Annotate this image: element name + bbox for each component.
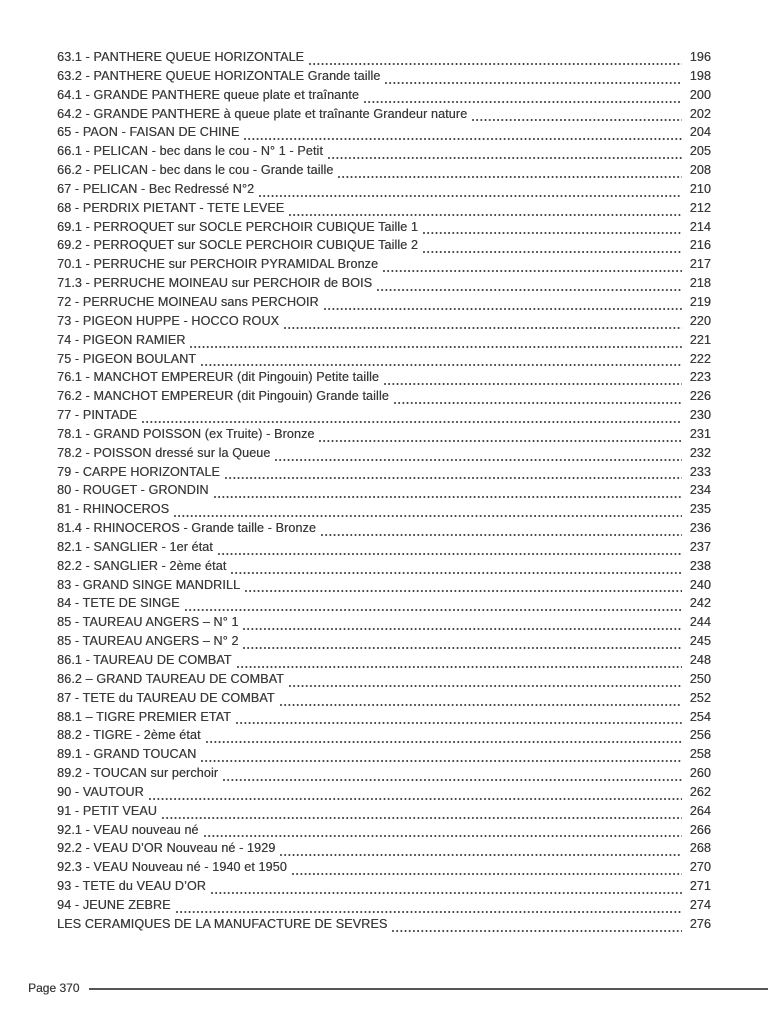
toc-entry-title: 65 - PAON - FAISAN DE CHINE bbox=[57, 125, 240, 140]
toc-entry-page-number: 221 bbox=[689, 332, 711, 347]
toc-leader-dots bbox=[394, 402, 682, 404]
toc-entry-title: 84 - TETE DE SINGE bbox=[57, 596, 180, 611]
toc-entry bbox=[57, 728, 711, 747]
toc-entry-page-number: 256 bbox=[689, 728, 711, 743]
toc-entry-title: 92.1 - VEAU nouveau né bbox=[57, 822, 199, 837]
toc-leader-dots bbox=[206, 741, 682, 743]
toc-leader-dots bbox=[231, 572, 682, 574]
toc-entry bbox=[57, 182, 711, 201]
toc-entry-title: 88.1 – TIGRE PREMIER ETAT bbox=[57, 709, 231, 724]
toc-entry-title: 82.2 - SANGLIER - 2ème état bbox=[57, 558, 227, 573]
toc-entry-title: 93 - TETE du VEAU D’OR bbox=[57, 879, 206, 894]
toc-entry bbox=[57, 125, 711, 144]
toc-entry bbox=[57, 389, 711, 408]
toc-leader-dots bbox=[176, 911, 682, 913]
page-footer bbox=[28, 981, 768, 995]
toc-leader-dots bbox=[324, 308, 682, 310]
toc-entry-title: 86.2 – GRAND TAUREAU DE COMBAT bbox=[57, 671, 284, 686]
toc-entry-page-number: 260 bbox=[689, 766, 711, 781]
toc-entry-title: 63.1 - PANTHERE QUEUE HORIZONTALE bbox=[57, 50, 305, 64]
toc-entry-page-number: 208 bbox=[689, 163, 711, 178]
toc-entry-title: 71.3 - PERRUCHE MOINEAU sur PERCHOIR de BOIS bbox=[57, 276, 373, 291]
toc-leader-dots bbox=[423, 251, 682, 253]
toc-leader-dots bbox=[275, 459, 682, 461]
toc-leader-dots bbox=[243, 647, 682, 649]
toc-entry-page-number: 231 bbox=[689, 426, 711, 441]
toc-leader-dots bbox=[289, 214, 682, 216]
toc-entry-page-number: 232 bbox=[689, 445, 711, 460]
toc-entry bbox=[57, 201, 711, 220]
toc-entry bbox=[57, 578, 711, 597]
toc-entry bbox=[57, 502, 711, 521]
toc-entry-title: 81.4 - RHINOCEROS - Grande taille - Bronze bbox=[57, 521, 316, 536]
toc-entry-page-number: 233 bbox=[689, 464, 711, 479]
toc-leader-dots bbox=[245, 590, 682, 592]
toc-entry-title: 89.2 - TOUCAN sur perchoir bbox=[57, 766, 219, 781]
toc-entry bbox=[57, 785, 711, 804]
toc-entry bbox=[57, 747, 711, 766]
toc-entry-title: 69.2 - PERROQUET sur SOCLE PERCHOIR CUBIQUE Taille 2 bbox=[57, 238, 418, 253]
toc-entry-title: 77 - PINTADE bbox=[57, 408, 138, 423]
toc-leader-dots bbox=[423, 232, 682, 234]
toc-leader-dots bbox=[142, 421, 682, 423]
toc-entry bbox=[57, 710, 711, 729]
toc-entry-page-number: 218 bbox=[689, 276, 711, 291]
toc-entry-title: 66.2 - PELICAN - bec dans le cou - Grande taille bbox=[57, 163, 334, 178]
toc-entry-title: 82.1 - SANGLIER - 1er état bbox=[57, 539, 213, 554]
toc-entry bbox=[57, 841, 711, 860]
toc-entry-title: 83 - GRAND SINGE MANDRILL bbox=[57, 577, 241, 592]
toc-entry-page-number: 204 bbox=[689, 125, 711, 140]
toc-entry bbox=[57, 691, 711, 710]
toc-leader-dots bbox=[237, 666, 682, 668]
toc-entry-title: 89.1 - GRAND TOUCAN bbox=[57, 747, 197, 762]
toc-entry-title: 90 - VAUTOUR bbox=[57, 784, 144, 799]
toc-leader-dots bbox=[204, 835, 682, 837]
toc-entry-page-number: 276 bbox=[689, 916, 711, 931]
toc-entry bbox=[57, 540, 711, 559]
toc-entry-page-number: 230 bbox=[689, 408, 711, 423]
toc-leader-dots bbox=[236, 722, 682, 724]
toc-entry-page-number: 200 bbox=[689, 87, 711, 102]
toc-entry-page-number: 216 bbox=[689, 238, 711, 253]
toc-entry-title: 70.1 - PERRUCHE sur PERCHOIR PYRAMIDAL Bronze bbox=[57, 257, 379, 272]
toc-entry-page-number: 235 bbox=[689, 502, 711, 517]
toc-leader-dots bbox=[321, 534, 682, 536]
toc-entry-title: 63.2 - PANTHERE QUEUE HORIZONTALE Grande taille bbox=[57, 68, 381, 83]
toc-entry-title: 78.1 - GRAND POISSON (ex Truite) - Bronze bbox=[57, 426, 315, 441]
toc-entry-page-number: 217 bbox=[689, 257, 711, 272]
toc-entry-page-number: 266 bbox=[689, 822, 711, 837]
toc-entry bbox=[57, 823, 711, 842]
toc-entry bbox=[57, 257, 711, 276]
toc-entry bbox=[57, 465, 711, 484]
toc-entry-title: 81 - RHINOCEROS bbox=[57, 502, 170, 517]
toc-entry bbox=[57, 596, 711, 615]
page-number-label: Page 370 bbox=[28, 981, 80, 995]
toc-entry bbox=[57, 144, 711, 163]
toc-entry-title: 76.1 - MANCHOT EMPEREUR (dit Pingouin) Petite taille bbox=[57, 370, 380, 385]
toc-leader-dots bbox=[383, 270, 682, 272]
toc-entry bbox=[57, 766, 711, 785]
toc-leader-dots bbox=[289, 685, 682, 687]
toc-entry bbox=[57, 898, 711, 917]
toc-entry-title: 91 - PETIT VEAU bbox=[57, 803, 157, 818]
toc-entry-title: 67 - PELICAN - Bec Redressé N°2 bbox=[57, 181, 255, 196]
toc-entry-title: 74 - PIGEON RAMIER bbox=[57, 332, 186, 347]
toc-entry bbox=[57, 408, 711, 427]
toc-entry bbox=[57, 88, 711, 107]
toc-entry bbox=[57, 521, 711, 540]
toc-entry-page-number: 264 bbox=[689, 803, 711, 818]
toc-entry-page-number: 219 bbox=[689, 294, 711, 309]
toc-entry bbox=[57, 427, 711, 446]
toc-entry-title: 85 - TAUREAU ANGERS – N° 1 bbox=[57, 615, 239, 630]
toc-entry-title: 88.2 - TIGRE - 2ème état bbox=[57, 728, 201, 743]
toc-leader-dots bbox=[309, 63, 682, 65]
toc-entry-title: 68 - PERDRIX PIETANT - TETE LEVEE bbox=[57, 200, 285, 215]
footer-rule bbox=[89, 988, 768, 990]
toc-entry-title: 64.1 - GRANDE PANTHERE queue plate et traînante bbox=[57, 87, 359, 102]
toc-entry-page-number: 245 bbox=[689, 634, 711, 649]
toc-entry bbox=[57, 860, 711, 879]
toc-entry-title: 78.2 - POISSON dressé sur la Queue bbox=[57, 445, 271, 460]
toc-entry bbox=[57, 634, 711, 653]
toc-leader-dots bbox=[259, 195, 682, 197]
toc-entry-page-number: 238 bbox=[689, 558, 711, 573]
toc-entry-page-number: 226 bbox=[689, 389, 711, 404]
toc-leader-dots bbox=[384, 383, 682, 385]
toc-entry-page-number: 242 bbox=[689, 596, 711, 611]
toc-leader-dots bbox=[392, 930, 682, 932]
toc-entry-title: 85 - TAUREAU ANGERS – N° 2 bbox=[57, 634, 239, 649]
toc-entry bbox=[57, 559, 711, 578]
toc-entry-page-number: 205 bbox=[689, 144, 711, 159]
toc-entry-page-number: 222 bbox=[689, 351, 711, 366]
toc-entry bbox=[57, 295, 711, 314]
toc-entry bbox=[57, 163, 711, 182]
toc-entry-title: 69.1 - PERROQUET sur SOCLE PERCHOIR CUBIQUE Taille 1 bbox=[57, 219, 418, 234]
toc-entry-page-number: 252 bbox=[689, 690, 711, 705]
toc-entry-page-number: 202 bbox=[689, 106, 711, 121]
toc-leader-dots bbox=[292, 873, 682, 875]
toc-leader-dots bbox=[223, 779, 682, 781]
toc-entry-title: 76.2 - MANCHOT EMPEREUR (dit Pingouin) Grande taille bbox=[57, 389, 389, 404]
toc-leader-dots bbox=[280, 854, 682, 856]
toc-entry-page-number: 223 bbox=[689, 370, 711, 385]
toc-entry-page-number: 234 bbox=[689, 483, 711, 498]
toc-entry-page-number: 254 bbox=[689, 709, 711, 724]
toc-leader-dots bbox=[174, 515, 682, 517]
toc-entry bbox=[57, 238, 711, 257]
toc-entry bbox=[57, 615, 711, 634]
toc-leader-dots bbox=[319, 440, 682, 442]
toc-entry-page-number: 198 bbox=[689, 68, 711, 83]
toc-entry bbox=[57, 69, 711, 88]
toc-entry-title: 66.1 - PELICAN - bec dans le cou - N° 1 - Petit bbox=[57, 144, 323, 159]
toc-leader-dots bbox=[377, 289, 682, 291]
toc-leader-dots bbox=[338, 176, 682, 178]
toc-leader-dots bbox=[280, 704, 682, 706]
toc-leader-dots bbox=[190, 346, 682, 348]
toc-entry-page-number: 244 bbox=[689, 615, 711, 630]
toc-entry bbox=[57, 653, 711, 672]
toc-leader-dots bbox=[364, 101, 682, 103]
toc-entry-page-number: 212 bbox=[689, 200, 711, 215]
toc-entry-page-number: 270 bbox=[689, 860, 711, 875]
toc-leader-dots bbox=[149, 798, 682, 800]
toc-entry-page-number: 258 bbox=[689, 747, 711, 762]
toc-entry bbox=[57, 446, 711, 465]
toc-leader-dots bbox=[244, 138, 682, 140]
toc-leader-dots bbox=[472, 119, 682, 121]
toc-entry-title: 79 - CARPE HORIZONTALE bbox=[57, 464, 220, 479]
toc-entry-page-number: 274 bbox=[689, 897, 711, 912]
toc-leader-dots bbox=[162, 817, 682, 819]
toc-entry bbox=[57, 917, 711, 936]
toc-leader-dots bbox=[214, 496, 682, 498]
toc-entry bbox=[57, 483, 711, 502]
toc-entry-title: 80 - ROUGET - GRONDIN bbox=[57, 483, 209, 498]
toc-entry-page-number: 262 bbox=[689, 784, 711, 799]
toc-leader-dots bbox=[211, 892, 682, 894]
toc-entry bbox=[57, 314, 711, 333]
toc-entry bbox=[57, 672, 711, 691]
toc-entry-title: LES CERAMIQUES DE LA MANUFACTURE DE SEVRES bbox=[57, 916, 388, 931]
toc-entry-page-number: 236 bbox=[689, 521, 711, 536]
toc-entry-page-number: 196 bbox=[689, 50, 711, 64]
toc-entry-title: 64.2 - GRANDE PANTHERE à queue plate et traînante Grandeur nature bbox=[57, 106, 468, 121]
toc-entry bbox=[57, 107, 711, 126]
toc-entry bbox=[57, 333, 711, 352]
toc-leader-dots bbox=[385, 82, 682, 84]
toc-entry bbox=[57, 352, 711, 371]
toc-entry-page-number: 237 bbox=[689, 539, 711, 554]
toc-entry-page-number: 268 bbox=[689, 841, 711, 856]
toc-entry-title: 92.3 - VEAU Nouveau né - 1940 et 1950 bbox=[57, 860, 287, 875]
toc-entry-title: 92.2 - VEAU D’OR Nouveau né - 1929 bbox=[57, 841, 276, 856]
toc-entry-page-number: 214 bbox=[689, 219, 711, 234]
toc-leader-dots bbox=[225, 477, 682, 479]
toc-entry-page-number: 220 bbox=[689, 313, 711, 328]
toc-leader-dots bbox=[243, 628, 682, 630]
toc-entry-title: 94 - JEUNE ZEBRE bbox=[57, 897, 171, 912]
toc-leader-dots bbox=[284, 327, 682, 329]
toc-entry-page-number: 210 bbox=[689, 181, 711, 196]
toc-entry-title: 86.1 - TAUREAU DE COMBAT bbox=[57, 653, 232, 667]
toc-leader-dots bbox=[328, 157, 682, 159]
toc-entry-page-number: 240 bbox=[689, 577, 711, 592]
toc-entry bbox=[57, 220, 711, 239]
toc-list bbox=[57, 50, 711, 936]
toc-leader-dots bbox=[218, 553, 682, 555]
toc-entry bbox=[57, 804, 711, 823]
toc-entry-page-number: 250 bbox=[689, 671, 711, 686]
toc-entry-page-number: 248 bbox=[689, 653, 711, 667]
toc-leader-dots bbox=[185, 609, 682, 611]
toc-entry-title: 72 - PERRUCHE MOINEAU sans PERCHOIR bbox=[57, 294, 319, 309]
toc-entry bbox=[57, 276, 711, 295]
toc-entry bbox=[57, 50, 711, 69]
toc-entry bbox=[57, 879, 711, 898]
toc-entry-title: 87 - TETE du TAUREAU DE COMBAT bbox=[57, 690, 275, 705]
toc-entry-page-number: 271 bbox=[689, 879, 711, 894]
toc-entry bbox=[57, 370, 711, 389]
toc-entry-title: 73 - PIGEON HUPPE - HOCCO ROUX bbox=[57, 313, 280, 328]
toc-leader-dots bbox=[201, 364, 682, 366]
toc-entry-title: 75 - PIGEON BOULANT bbox=[57, 351, 197, 366]
toc-leader-dots bbox=[201, 760, 682, 762]
